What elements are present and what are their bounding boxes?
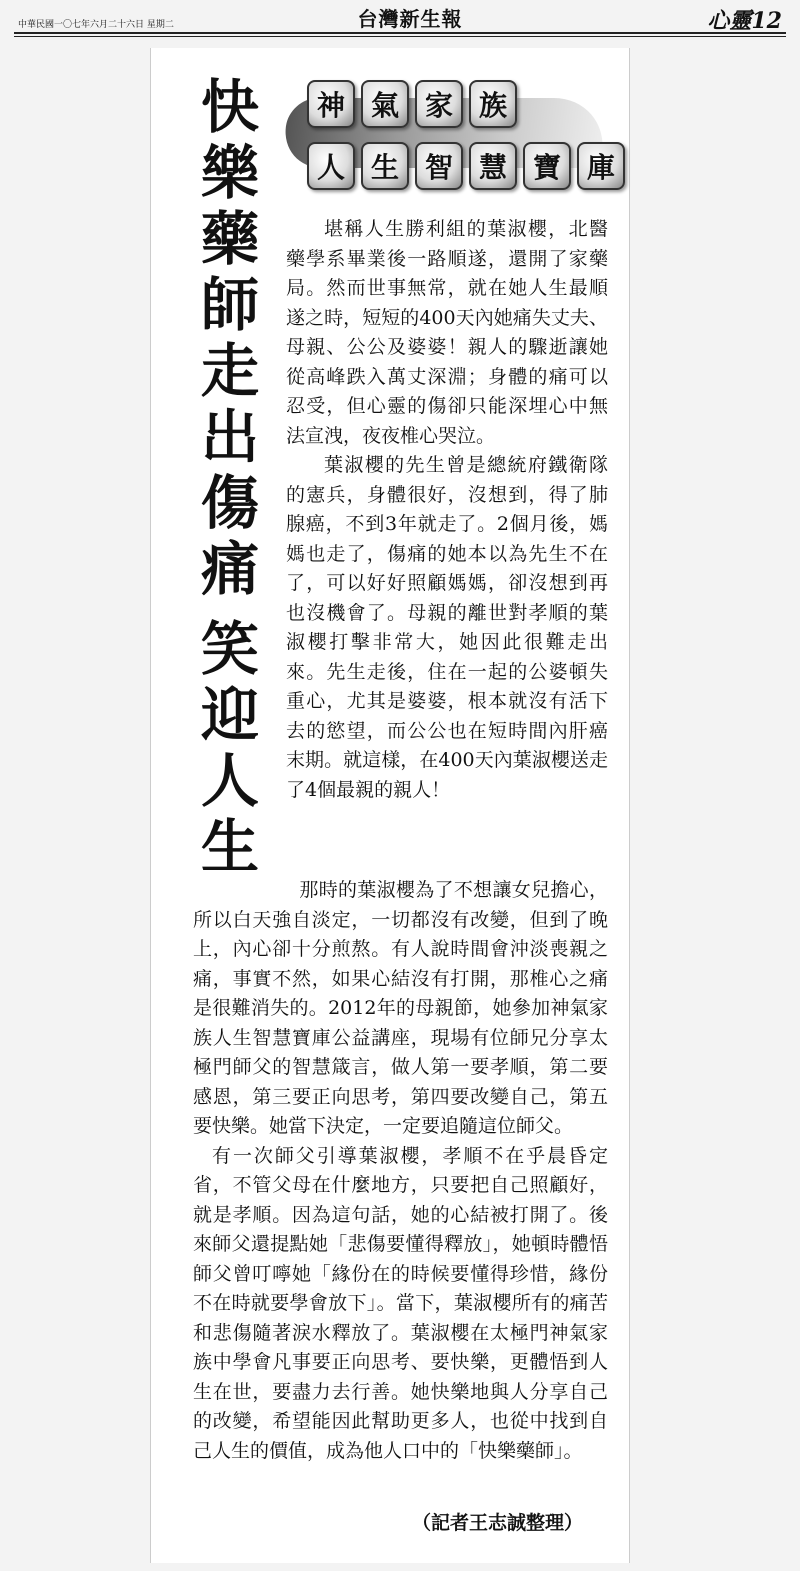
- headline: [190, 74, 270, 880]
- banner-row-1: [307, 80, 517, 128]
- headline-char: 走: [200, 337, 259, 405]
- banner-char: 慧: [469, 142, 517, 190]
- banner-char: 氣: [361, 80, 409, 128]
- paragraph-4: 有一次師父引導葉淑櫻，孝順不在乎晨昏定省，不管父母在什麼地方，只要把自己照顧好，就是孝順。因為這句話，她的心結被打開了。後來師父還提點她「悲傷要懂得釋放」，她頓時體悟師父曾叮嚀她「緣份在的時候要懂得珍惜，緣份不在時就要學會放下」。當下，葉淑櫻所有的痛苦和悲傷隨著淚水釋放了。葉淑櫻在太極門神氣家族中學會凡事要正向思考、要快樂，更體悟到人生在世，要盡力去行善。她快樂地與人分享自己的改變，希望能因此幫助更多人，也從中找到自己人生的價值，成為他人口中的「快樂藥師」。: [193, 1144, 608, 1462]
- section-page-label: 心靈12: [707, 8, 782, 34]
- issue-date: 中華民國一〇七年六月二十六日 星期二: [18, 20, 174, 30]
- headline-char: 快: [200, 73, 259, 141]
- headline-char: 出: [200, 403, 259, 471]
- paragraph-2: 葉淑櫻的先生曾是總統府鐵衛隊的憲兵，身體很好，沒想到，得了肺腺癌，不到3年就走了。2個月後，媽媽也走了，傷痛的她本以為先生不在了，可以好好照顧媽媽，卻沒想到再也沒機會了。母親的離世對孝順的葉淑櫻打擊非常大，她因此很難走出來。先生走後，住在一起的公婆頓失重心，尤其是婆婆，根本就沒有活下去的慾望，而公公也在短時間內肝癌末期。就這樣，在400天內葉淑櫻送走了4個最親的親人！: [286, 454, 608, 801]
- page-header: [0, 0, 800, 36]
- newspaper-masthead: 台灣新生報: [357, 7, 463, 31]
- banner-char: 家: [415, 80, 463, 128]
- headline-char: 笑: [200, 615, 259, 683]
- banner-row-2: [307, 142, 625, 190]
- article-body-full: [193, 876, 608, 1466]
- banner-char: 族: [469, 80, 517, 128]
- headline-char: 生: [200, 813, 259, 881]
- banner-char: 庫: [577, 142, 625, 190]
- headline-char: 師: [200, 271, 259, 339]
- headline-char: 藥: [200, 205, 259, 273]
- paragraph-1: 堪稱人生勝利組的葉淑櫻，北醫藥學系畢業後一路順遂，還開了家藥局。然而世事無常，就在她人生最順遂之時，短短的400天內她痛失丈夫、母親、公公及婆婆！親人的驟逝讓她從高峰跌入萬丈深淵；身體的痛可以忍受，但心靈的傷卻只能深埋心中無法宣洩，夜夜椎心哭泣。: [286, 218, 608, 447]
- headline-char: 迎: [200, 681, 259, 749]
- header-rule-thin: [14, 36, 786, 37]
- headline-char: 傷: [200, 469, 259, 537]
- column-banner: [285, 72, 615, 202]
- article-body-column: [286, 215, 608, 805]
- headline-char: 痛: [200, 535, 259, 603]
- banner-char: 生: [361, 142, 409, 190]
- banner-char: 智: [415, 142, 463, 190]
- byline: （記者王志誠整理）: [412, 1512, 584, 1534]
- header-rule: [14, 32, 786, 34]
- banner-char: 人: [307, 142, 355, 190]
- banner-char: 寶: [523, 142, 571, 190]
- headline-char: 人: [200, 747, 259, 815]
- headline-char: 樂: [200, 139, 259, 207]
- paragraph-3: 那時的葉淑櫻為了不想讓女兒擔心，所以白天強自淡定，一切都沒有改變，但到了晚上，內心卻十分煎熬。有人說時間會沖淡喪親之痛，事實不然，如果心結沒有打開，那椎心之痛是很難消失的。2012年的母親節，她參加神氣家族人生智慧寶庫公益講座，現場有位師兄分享太極門師父的智慧箴言，做人第一要孝順，第二要感恩，第三要正向思考，第四要改變自己，第五要快樂。她當下決定，一定要追隨這位師父。: [193, 879, 608, 1137]
- banner-char: 神: [307, 80, 355, 128]
